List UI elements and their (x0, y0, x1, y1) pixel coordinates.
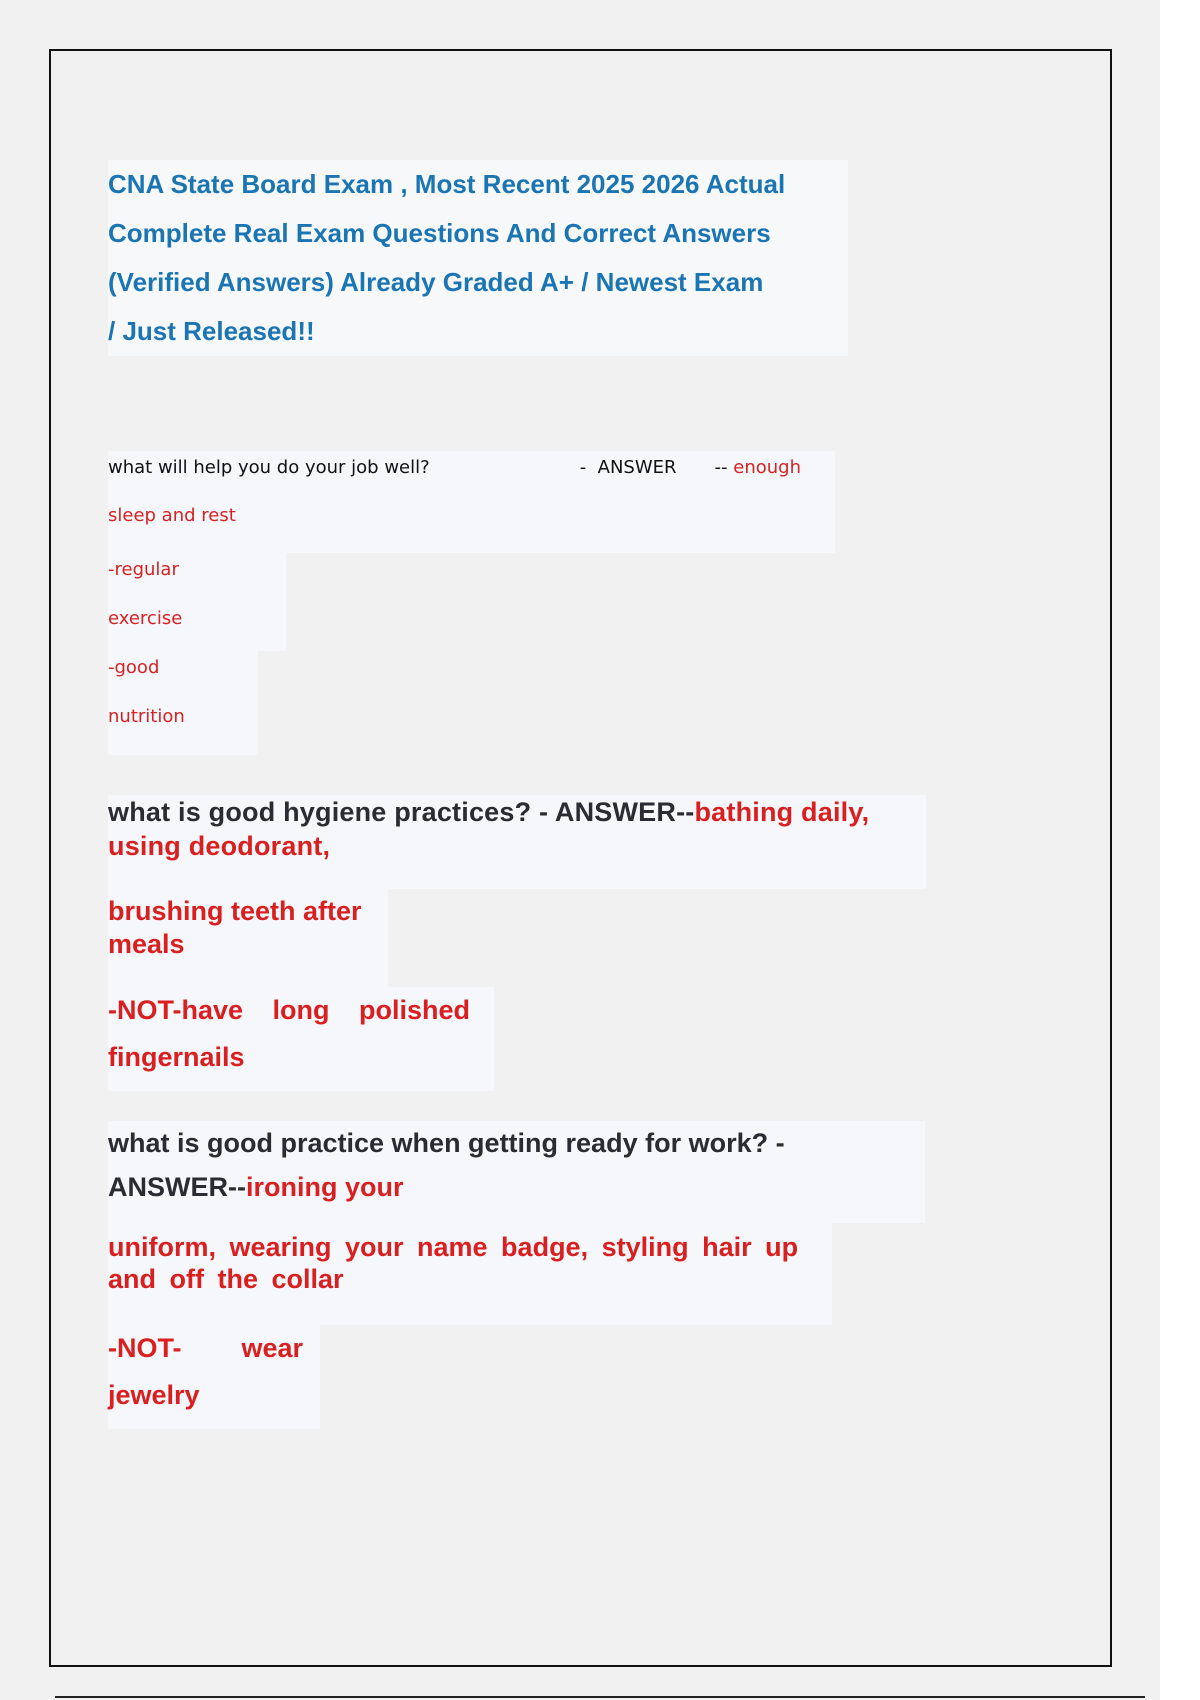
answer-line: nutrition (108, 706, 185, 727)
answer-text: enough (733, 457, 802, 478)
title-line: / Just Released!! (108, 316, 315, 346)
answer-line: sleep and rest (108, 505, 236, 526)
answer-word: -NOT- (108, 1333, 182, 1363)
answer-line: and off the collar (108, 1264, 344, 1294)
answer-block (108, 1325, 320, 1429)
title-line: Complete Real Exam Questions And Correct Answers (108, 218, 771, 248)
question-2 (108, 795, 926, 889)
answer-line: -regular (108, 559, 179, 580)
title-line: CNA State Board Exam , Most Recent 2025 2026 Actual (108, 169, 786, 199)
answer-block (108, 889, 388, 987)
answer-block (108, 651, 258, 755)
answer-block (108, 987, 494, 1091)
answer-line: exercise (108, 608, 183, 629)
answer-dash: - (579, 457, 587, 478)
answer-line: brushing teeth after (108, 896, 362, 926)
answer-line: jewelry (108, 1380, 200, 1410)
question-text: what will help you do your job well? (108, 457, 430, 478)
answer-line: fingernails (108, 1042, 245, 1072)
answer-word: wear (241, 1333, 304, 1363)
answer-block (108, 553, 286, 651)
document-title (108, 160, 848, 356)
answer-line: -good (108, 657, 160, 678)
page-content (108, 160, 988, 1429)
answer-label: ANSWER (597, 457, 677, 478)
answer-block (108, 1223, 832, 1325)
answer-text: bathing daily, using deodorant, (108, 797, 870, 861)
question-3 (108, 1121, 925, 1223)
answer-separator: -- (714, 457, 728, 478)
answer-line: meals (108, 929, 185, 959)
answer-label: ANSWER-- (108, 1172, 246, 1202)
answer-line: -NOT-have long polished (108, 995, 471, 1025)
question-1 (108, 451, 835, 553)
answer-text: ironing your (245, 1172, 404, 1202)
question-text: what is good practice when getting ready for work? - (108, 1128, 785, 1158)
answer-line: uniform, wearing your name badge, styling hair up (108, 1232, 799, 1262)
title-line: (Verified Answers) Already Graded A+ / Newest Exam (108, 267, 764, 297)
next-page-edge (55, 1696, 1145, 1698)
question-text: what is good hygiene practices? - ANSWER-- (108, 797, 695, 827)
viewer-margin (1160, 0, 1200, 1700)
